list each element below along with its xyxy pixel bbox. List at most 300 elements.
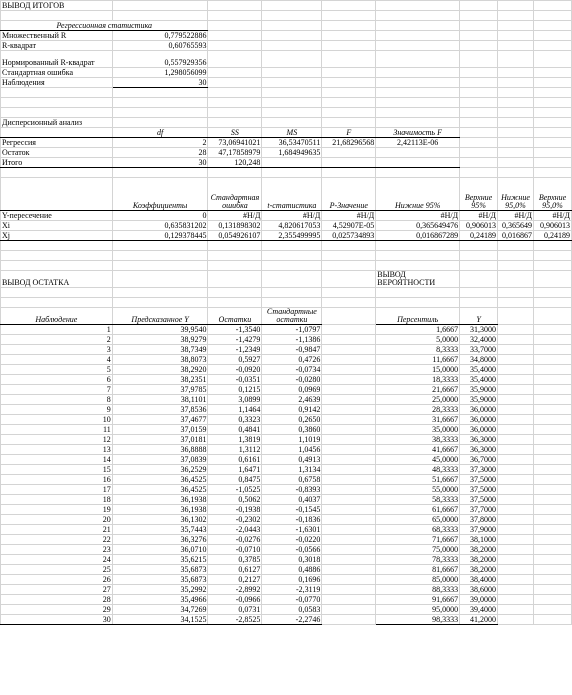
probability-pct[interactable]: 45,0000 [376, 455, 460, 465]
residual-value[interactable]: 1,3112 [208, 445, 262, 455]
coef-value[interactable]: 0,131898302 [208, 221, 262, 231]
coef-row-label[interactable]: Xj [1, 231, 113, 241]
stat-value[interactable]: 30 [112, 78, 208, 88]
empty-cell[interactable] [533, 465, 571, 475]
probability-header-y[interactable]: Y [460, 308, 498, 325]
cell[interactable] [322, 495, 376, 505]
residual-value[interactable]: 0,4841 [208, 425, 262, 435]
empty-cell[interactable] [498, 21, 534, 31]
empty-cell[interactable] [498, 335, 534, 345]
residual-std[interactable]: -2,3119 [262, 585, 322, 595]
residual-value[interactable]: -0,0710 [208, 545, 262, 555]
residual-obs[interactable]: 9 [1, 405, 113, 415]
empty-cell[interactable] [498, 375, 534, 385]
residuals-title[interactable]: ВЫВОД ОСТАТКА [1, 271, 113, 288]
anova-header-df[interactable]: df [112, 128, 208, 138]
empty-cell[interactable] [498, 395, 534, 405]
stat-label[interactable]: Нормированный R-квадрат [1, 51, 113, 68]
residual-value[interactable]: -1,2349 [208, 345, 262, 355]
residual-std[interactable]: -0,0280 [262, 375, 322, 385]
empty-cell[interactable] [322, 51, 376, 68]
probability-pct[interactable]: 65,0000 [376, 515, 460, 525]
residual-value[interactable]: 0,2127 [208, 575, 262, 585]
empty-cell[interactable] [376, 11, 460, 21]
empty-cell[interactable] [208, 78, 262, 88]
anova-ms[interactable]: 1,684949635 [262, 148, 322, 158]
empty-cell[interactable] [533, 375, 571, 385]
empty-cell[interactable] [533, 158, 571, 168]
residual-pred[interactable]: 36,1938 [112, 495, 208, 505]
empty-cell[interactable] [498, 415, 534, 425]
empty-cell[interactable] [498, 385, 534, 395]
coef-value[interactable]: #Н/Д [262, 211, 322, 221]
empty-cell[interactable] [533, 565, 571, 575]
empty-cell[interactable] [533, 118, 571, 128]
empty-cell[interactable] [533, 335, 571, 345]
probability-y[interactable]: 38,2000 [460, 555, 498, 565]
empty-cell[interactable] [112, 88, 208, 98]
anova-df[interactable]: 2 [112, 138, 208, 148]
empty-cell[interactable] [498, 118, 534, 128]
residual-pred[interactable]: 37,8536 [112, 405, 208, 415]
cell[interactable] [322, 465, 376, 475]
coef-value[interactable]: 0,635831202 [112, 221, 208, 231]
cell[interactable] [322, 405, 376, 415]
empty-cell[interactable] [498, 138, 534, 148]
residual-pred[interactable]: 36,3276 [112, 535, 208, 545]
empty-cell[interactable] [533, 68, 571, 78]
residual-pred[interactable]: 35,6873 [112, 575, 208, 585]
probability-y[interactable]: 39,4000 [460, 605, 498, 615]
anova-header-ss[interactable]: SS [208, 128, 262, 138]
empty-cell[interactable] [533, 148, 571, 158]
probability-y[interactable]: 37,8000 [460, 515, 498, 525]
empty-cell[interactable] [322, 88, 376, 98]
empty-cell[interactable] [533, 595, 571, 605]
empty-cell[interactable] [498, 168, 534, 178]
residuals-header-obs[interactable]: Наблюдение [1, 308, 113, 325]
residual-value[interactable]: -0,0966 [208, 595, 262, 605]
empty-cell[interactable] [1, 261, 113, 271]
anova-ms[interactable]: 36,53470511 [262, 138, 322, 148]
empty-cell[interactable] [498, 575, 534, 585]
residual-obs[interactable]: 17 [1, 485, 113, 495]
residual-obs[interactable]: 26 [1, 575, 113, 585]
empty-cell[interactable] [112, 108, 208, 118]
cell[interactable] [322, 335, 376, 345]
probability-pct[interactable]: 31,6667 [376, 415, 460, 425]
coef-row-label[interactable]: Y-пересечение [1, 211, 113, 221]
residual-pred[interactable]: 37,0159 [112, 425, 208, 435]
probability-pct[interactable]: 71,6667 [376, 535, 460, 545]
residual-std[interactable]: 0,4913 [262, 455, 322, 465]
cell[interactable] [322, 385, 376, 395]
cell[interactable] [322, 575, 376, 585]
cell[interactable] [322, 271, 376, 288]
empty-cell[interactable] [498, 425, 534, 435]
empty-cell[interactable] [208, 41, 262, 51]
empty-cell[interactable] [498, 365, 534, 375]
empty-cell[interactable] [262, 68, 322, 78]
empty-cell[interactable] [112, 168, 208, 178]
coef-value[interactable]: #Н/Д [460, 211, 498, 221]
empty-cell[interactable] [460, 261, 498, 271]
empty-cell[interactable] [533, 88, 571, 98]
residual-obs[interactable]: 30 [1, 615, 113, 625]
probability-pct[interactable]: 48,3333 [376, 465, 460, 475]
empty-cell[interactable] [498, 345, 534, 355]
anova-f[interactable] [322, 158, 376, 168]
cell[interactable] [322, 415, 376, 425]
residual-std[interactable]: -0,0220 [262, 535, 322, 545]
probability-pct[interactable]: 18,3333 [376, 375, 460, 385]
residual-std[interactable]: -0,0566 [262, 545, 322, 555]
empty-cell[interactable] [533, 138, 571, 148]
empty-cell[interactable] [533, 495, 571, 505]
empty-cell[interactable] [498, 88, 534, 98]
anova-row-label[interactable]: Итого [1, 158, 113, 168]
residual-pred[interactable]: 38,8073 [112, 355, 208, 365]
empty-cell[interactable] [322, 251, 376, 261]
empty-cell[interactable] [533, 298, 571, 308]
residual-obs[interactable]: 15 [1, 465, 113, 475]
probability-y[interactable]: 37,9000 [460, 525, 498, 535]
residual-std[interactable]: 0,9142 [262, 405, 322, 415]
empty-cell[interactable] [460, 148, 498, 158]
empty-cell[interactable] [322, 21, 376, 31]
coef-header[interactable]: t-статистика [262, 178, 322, 211]
probability-y[interactable]: 36,3000 [460, 435, 498, 445]
stat-value[interactable]: 0,60765593 [112, 41, 208, 51]
regression-stats-header[interactable]: Регрессионная статистика [1, 21, 208, 31]
empty-cell[interactable] [262, 251, 322, 261]
empty-cell[interactable] [498, 308, 534, 325]
anova-f[interactable] [322, 148, 376, 158]
cell[interactable] [1, 128, 113, 138]
residual-obs[interactable]: 18 [1, 495, 113, 505]
residual-value[interactable]: -2,8525 [208, 615, 262, 625]
residual-obs[interactable]: 29 [1, 605, 113, 615]
residual-obs[interactable]: 2 [1, 335, 113, 345]
empty-cell[interactable] [533, 108, 571, 118]
empty-cell[interactable] [1, 288, 113, 298]
cell[interactable] [322, 375, 376, 385]
empty-cell[interactable] [460, 78, 498, 88]
residual-obs[interactable]: 22 [1, 535, 113, 545]
residual-pred[interactable]: 36,4525 [112, 475, 208, 485]
anova-header-ms[interactable]: MS [262, 128, 322, 138]
empty-cell[interactable] [533, 575, 571, 585]
empty-cell[interactable] [262, 21, 322, 31]
probability-pct[interactable]: 8,3333 [376, 345, 460, 355]
empty-cell[interactable] [376, 288, 460, 298]
empty-cell[interactable] [322, 68, 376, 78]
empty-cell[interactable] [112, 261, 208, 271]
residual-pred[interactable]: 36,1302 [112, 515, 208, 525]
probability-y[interactable]: 31,3000 [460, 325, 498, 335]
probability-y[interactable]: 37,7000 [460, 505, 498, 515]
empty-cell[interactable] [498, 595, 534, 605]
empty-cell[interactable] [498, 505, 534, 515]
empty-cell[interactable] [498, 445, 534, 455]
residual-value[interactable]: 1,6471 [208, 465, 262, 475]
residual-pred[interactable]: 38,9279 [112, 335, 208, 345]
residuals-header-std[interactable]: Стандартные остатки [262, 308, 322, 325]
probability-y[interactable]: 35,4000 [460, 375, 498, 385]
empty-cell[interactable] [376, 88, 460, 98]
empty-cell[interactable] [533, 505, 571, 515]
anova-sigf[interactable] [376, 158, 460, 168]
residual-pred[interactable]: 36,8888 [112, 445, 208, 455]
probability-pct[interactable]: 61,6667 [376, 505, 460, 515]
residual-value[interactable]: -0,2302 [208, 515, 262, 525]
empty-cell[interactable] [460, 158, 498, 168]
cell[interactable] [322, 615, 376, 625]
residual-pred[interactable]: 37,9785 [112, 385, 208, 395]
probability-y[interactable]: 33,7000 [460, 345, 498, 355]
empty-cell[interactable] [112, 288, 208, 298]
probability-y[interactable]: 37,5000 [460, 485, 498, 495]
empty-cell[interactable] [262, 51, 322, 68]
coef-value[interactable]: #Н/Д [376, 211, 460, 221]
empty-cell[interactable] [533, 168, 571, 178]
residual-obs[interactable]: 19 [1, 505, 113, 515]
empty-cell[interactable] [533, 535, 571, 545]
cell[interactable] [322, 585, 376, 595]
empty-cell[interactable] [1, 168, 113, 178]
empty-cell[interactable] [498, 78, 534, 88]
residual-obs[interactable]: 7 [1, 385, 113, 395]
residual-pred[interactable]: 39,9540 [112, 325, 208, 335]
empty-cell[interactable] [208, 298, 262, 308]
residual-std[interactable]: -1,6301 [262, 525, 322, 535]
probability-y[interactable]: 37,5000 [460, 475, 498, 485]
empty-cell[interactable] [262, 78, 322, 88]
residual-obs[interactable]: 4 [1, 355, 113, 365]
empty-cell[interactable] [533, 605, 571, 615]
empty-cell[interactable] [376, 21, 460, 31]
probability-pct[interactable]: 1,6667 [376, 325, 460, 335]
residual-std[interactable]: -0,0734 [262, 365, 322, 375]
empty-cell[interactable] [460, 271, 498, 288]
empty-cell[interactable] [322, 288, 376, 298]
residual-pred[interactable]: 35,6873 [112, 565, 208, 575]
empty-cell[interactable] [498, 325, 534, 335]
probability-pct[interactable]: 88,3333 [376, 585, 460, 595]
residual-obs[interactable]: 21 [1, 525, 113, 535]
cell[interactable] [112, 271, 208, 288]
empty-cell[interactable] [208, 21, 262, 31]
empty-cell[interactable] [498, 525, 534, 535]
probability-y[interactable]: 34,8000 [460, 355, 498, 365]
residual-value[interactable]: 0,6161 [208, 455, 262, 465]
residual-value[interactable]: 0,5062 [208, 495, 262, 505]
empty-cell[interactable] [208, 68, 262, 78]
empty-cell[interactable] [533, 11, 571, 21]
anova-row-label[interactable]: Остаток [1, 148, 113, 158]
empty-cell[interactable] [376, 31, 460, 41]
cell[interactable] [1, 178, 113, 211]
empty-cell[interactable] [498, 298, 534, 308]
probability-pct[interactable]: 85,0000 [376, 575, 460, 585]
residual-value[interactable]: 1,3819 [208, 435, 262, 445]
empty-cell[interactable] [208, 261, 262, 271]
empty-cell[interactable] [262, 241, 322, 251]
empty-cell[interactable] [498, 51, 534, 68]
empty-cell[interactable] [533, 21, 571, 31]
empty-cell[interactable] [460, 241, 498, 251]
residual-std[interactable]: 0,0969 [262, 385, 322, 395]
residual-pred[interactable]: 36,4525 [112, 485, 208, 495]
empty-cell[interactable] [498, 355, 534, 365]
empty-cell[interactable] [533, 415, 571, 425]
coef-header[interactable]: Нижние 95,0% [498, 178, 534, 211]
empty-cell[interactable] [498, 41, 534, 51]
probability-y[interactable]: 36,0000 [460, 415, 498, 425]
probability-y[interactable]: 37,3000 [460, 465, 498, 475]
empty-cell[interactable] [376, 41, 460, 51]
residual-std[interactable]: 0,1696 [262, 575, 322, 585]
empty-cell[interactable] [262, 118, 322, 128]
coef-value[interactable]: 0,016867 [498, 231, 534, 241]
empty-cell[interactable] [498, 585, 534, 595]
residual-obs[interactable]: 28 [1, 595, 113, 605]
empty-cell[interactable] [322, 11, 376, 21]
empty-cell[interactable] [208, 31, 262, 41]
coef-value[interactable]: 0,025734893 [322, 231, 376, 241]
coef-header[interactable]: Верхние 95,0% [533, 178, 571, 211]
residual-pred[interactable]: 37,0181 [112, 435, 208, 445]
cell[interactable] [262, 271, 322, 288]
residual-pred[interactable]: 34,7269 [112, 605, 208, 615]
empty-cell[interactable] [498, 271, 534, 288]
residual-pred[interactable]: 38,2920 [112, 365, 208, 375]
residual-std[interactable]: 0,0583 [262, 605, 322, 615]
empty-cell[interactable] [322, 31, 376, 41]
anova-df[interactable]: 28 [112, 148, 208, 158]
probability-y[interactable]: 32,4000 [460, 335, 498, 345]
empty-cell[interactable] [498, 465, 534, 475]
anova-f[interactable]: 21,68296568 [322, 138, 376, 148]
residual-obs[interactable]: 27 [1, 585, 113, 595]
residual-value[interactable]: 0,0731 [208, 605, 262, 615]
residual-std[interactable]: 1,3134 [262, 465, 322, 475]
empty-cell[interactable] [460, 21, 498, 31]
empty-cell[interactable] [533, 261, 571, 271]
residual-std[interactable]: 1,0456 [262, 445, 322, 455]
empty-cell[interactable] [322, 78, 376, 88]
coef-value[interactable]: 0 [112, 211, 208, 221]
residual-value[interactable]: 0,1215 [208, 385, 262, 395]
anova-header-sigf[interactable]: Значимость F [376, 128, 460, 138]
probability-pct[interactable]: 95,0000 [376, 605, 460, 615]
coef-value[interactable]: #Н/Д [533, 211, 571, 221]
probability-pct[interactable]: 78,3333 [376, 555, 460, 565]
probability-pct[interactable]: 55,0000 [376, 485, 460, 495]
empty-cell[interactable] [533, 31, 571, 41]
residual-std[interactable]: 0,2650 [262, 415, 322, 425]
residual-pred[interactable]: 35,2992 [112, 585, 208, 595]
coef-value[interactable]: 0,365649 [498, 221, 534, 231]
empty-cell[interactable] [533, 615, 571, 625]
residual-obs[interactable]: 3 [1, 345, 113, 355]
cell[interactable] [322, 325, 376, 335]
empty-cell[interactable] [322, 118, 376, 128]
empty-cell[interactable] [376, 78, 460, 88]
stat-value[interactable]: 0,779522886 [112, 31, 208, 41]
empty-cell[interactable] [498, 108, 534, 118]
residual-value[interactable]: 0,6127 [208, 565, 262, 575]
residual-obs[interactable]: 14 [1, 455, 113, 465]
residual-value[interactable]: -0,0351 [208, 375, 262, 385]
residual-std[interactable]: -2,2746 [262, 615, 322, 625]
cell[interactable] [322, 455, 376, 465]
empty-cell[interactable] [498, 545, 534, 555]
residuals-header-pred[interactable]: Предсказанное Y [112, 308, 208, 325]
coef-value[interactable]: #Н/Д [208, 211, 262, 221]
empty-cell[interactable] [533, 365, 571, 375]
empty-cell[interactable] [208, 168, 262, 178]
empty-cell[interactable] [533, 241, 571, 251]
empty-cell[interactable] [376, 108, 460, 118]
empty-cell[interactable] [1, 88, 113, 98]
empty-cell[interactable] [533, 308, 571, 325]
empty-cell[interactable] [208, 98, 262, 108]
residual-obs[interactable]: 11 [1, 425, 113, 435]
empty-cell[interactable] [262, 31, 322, 41]
coef-value[interactable]: 2,355499995 [262, 231, 322, 241]
probability-y[interactable]: 41,2000 [460, 615, 498, 625]
empty-cell[interactable] [376, 261, 460, 271]
empty-cell[interactable] [376, 98, 460, 108]
coef-value[interactable]: 0,054926107 [208, 231, 262, 241]
empty-cell[interactable] [460, 128, 498, 138]
empty-cell[interactable] [498, 241, 534, 251]
residual-std[interactable]: 0,3018 [262, 555, 322, 565]
empty-cell[interactable] [533, 98, 571, 108]
empty-cell[interactable] [533, 515, 571, 525]
probability-pct[interactable]: 51,6667 [376, 475, 460, 485]
cell[interactable] [322, 515, 376, 525]
probability-pct[interactable]: 91,6667 [376, 595, 460, 605]
residual-value[interactable]: -0,1938 [208, 505, 262, 515]
empty-cell[interactable] [322, 108, 376, 118]
cell[interactable] [322, 545, 376, 555]
residuals-header-resid[interactable]: Остатки [208, 308, 262, 325]
cell[interactable] [322, 535, 376, 545]
probability-y[interactable]: 35,9000 [460, 385, 498, 395]
empty-cell[interactable] [208, 241, 262, 251]
residual-std[interactable]: -0,0770 [262, 595, 322, 605]
empty-cell[interactable] [498, 1, 534, 11]
empty-cell[interactable] [498, 98, 534, 108]
residual-obs[interactable]: 13 [1, 445, 113, 455]
empty-cell[interactable] [498, 158, 534, 168]
empty-cell[interactable] [533, 78, 571, 88]
probability-y[interactable]: 38,2000 [460, 565, 498, 575]
anova-ms[interactable] [262, 158, 322, 168]
probability-y[interactable]: 35,4000 [460, 365, 498, 375]
empty-cell[interactable] [533, 455, 571, 465]
stat-value[interactable]: 0,557929356 [112, 51, 208, 68]
empty-cell[interactable] [208, 118, 262, 128]
coef-value[interactable]: 0,906013 [533, 221, 571, 231]
empty-cell[interactable] [208, 11, 262, 21]
empty-cell[interactable] [533, 251, 571, 261]
empty-cell[interactable] [460, 41, 498, 51]
probability-y[interactable]: 38,2000 [460, 545, 498, 555]
residual-pred[interactable]: 35,7443 [112, 525, 208, 535]
